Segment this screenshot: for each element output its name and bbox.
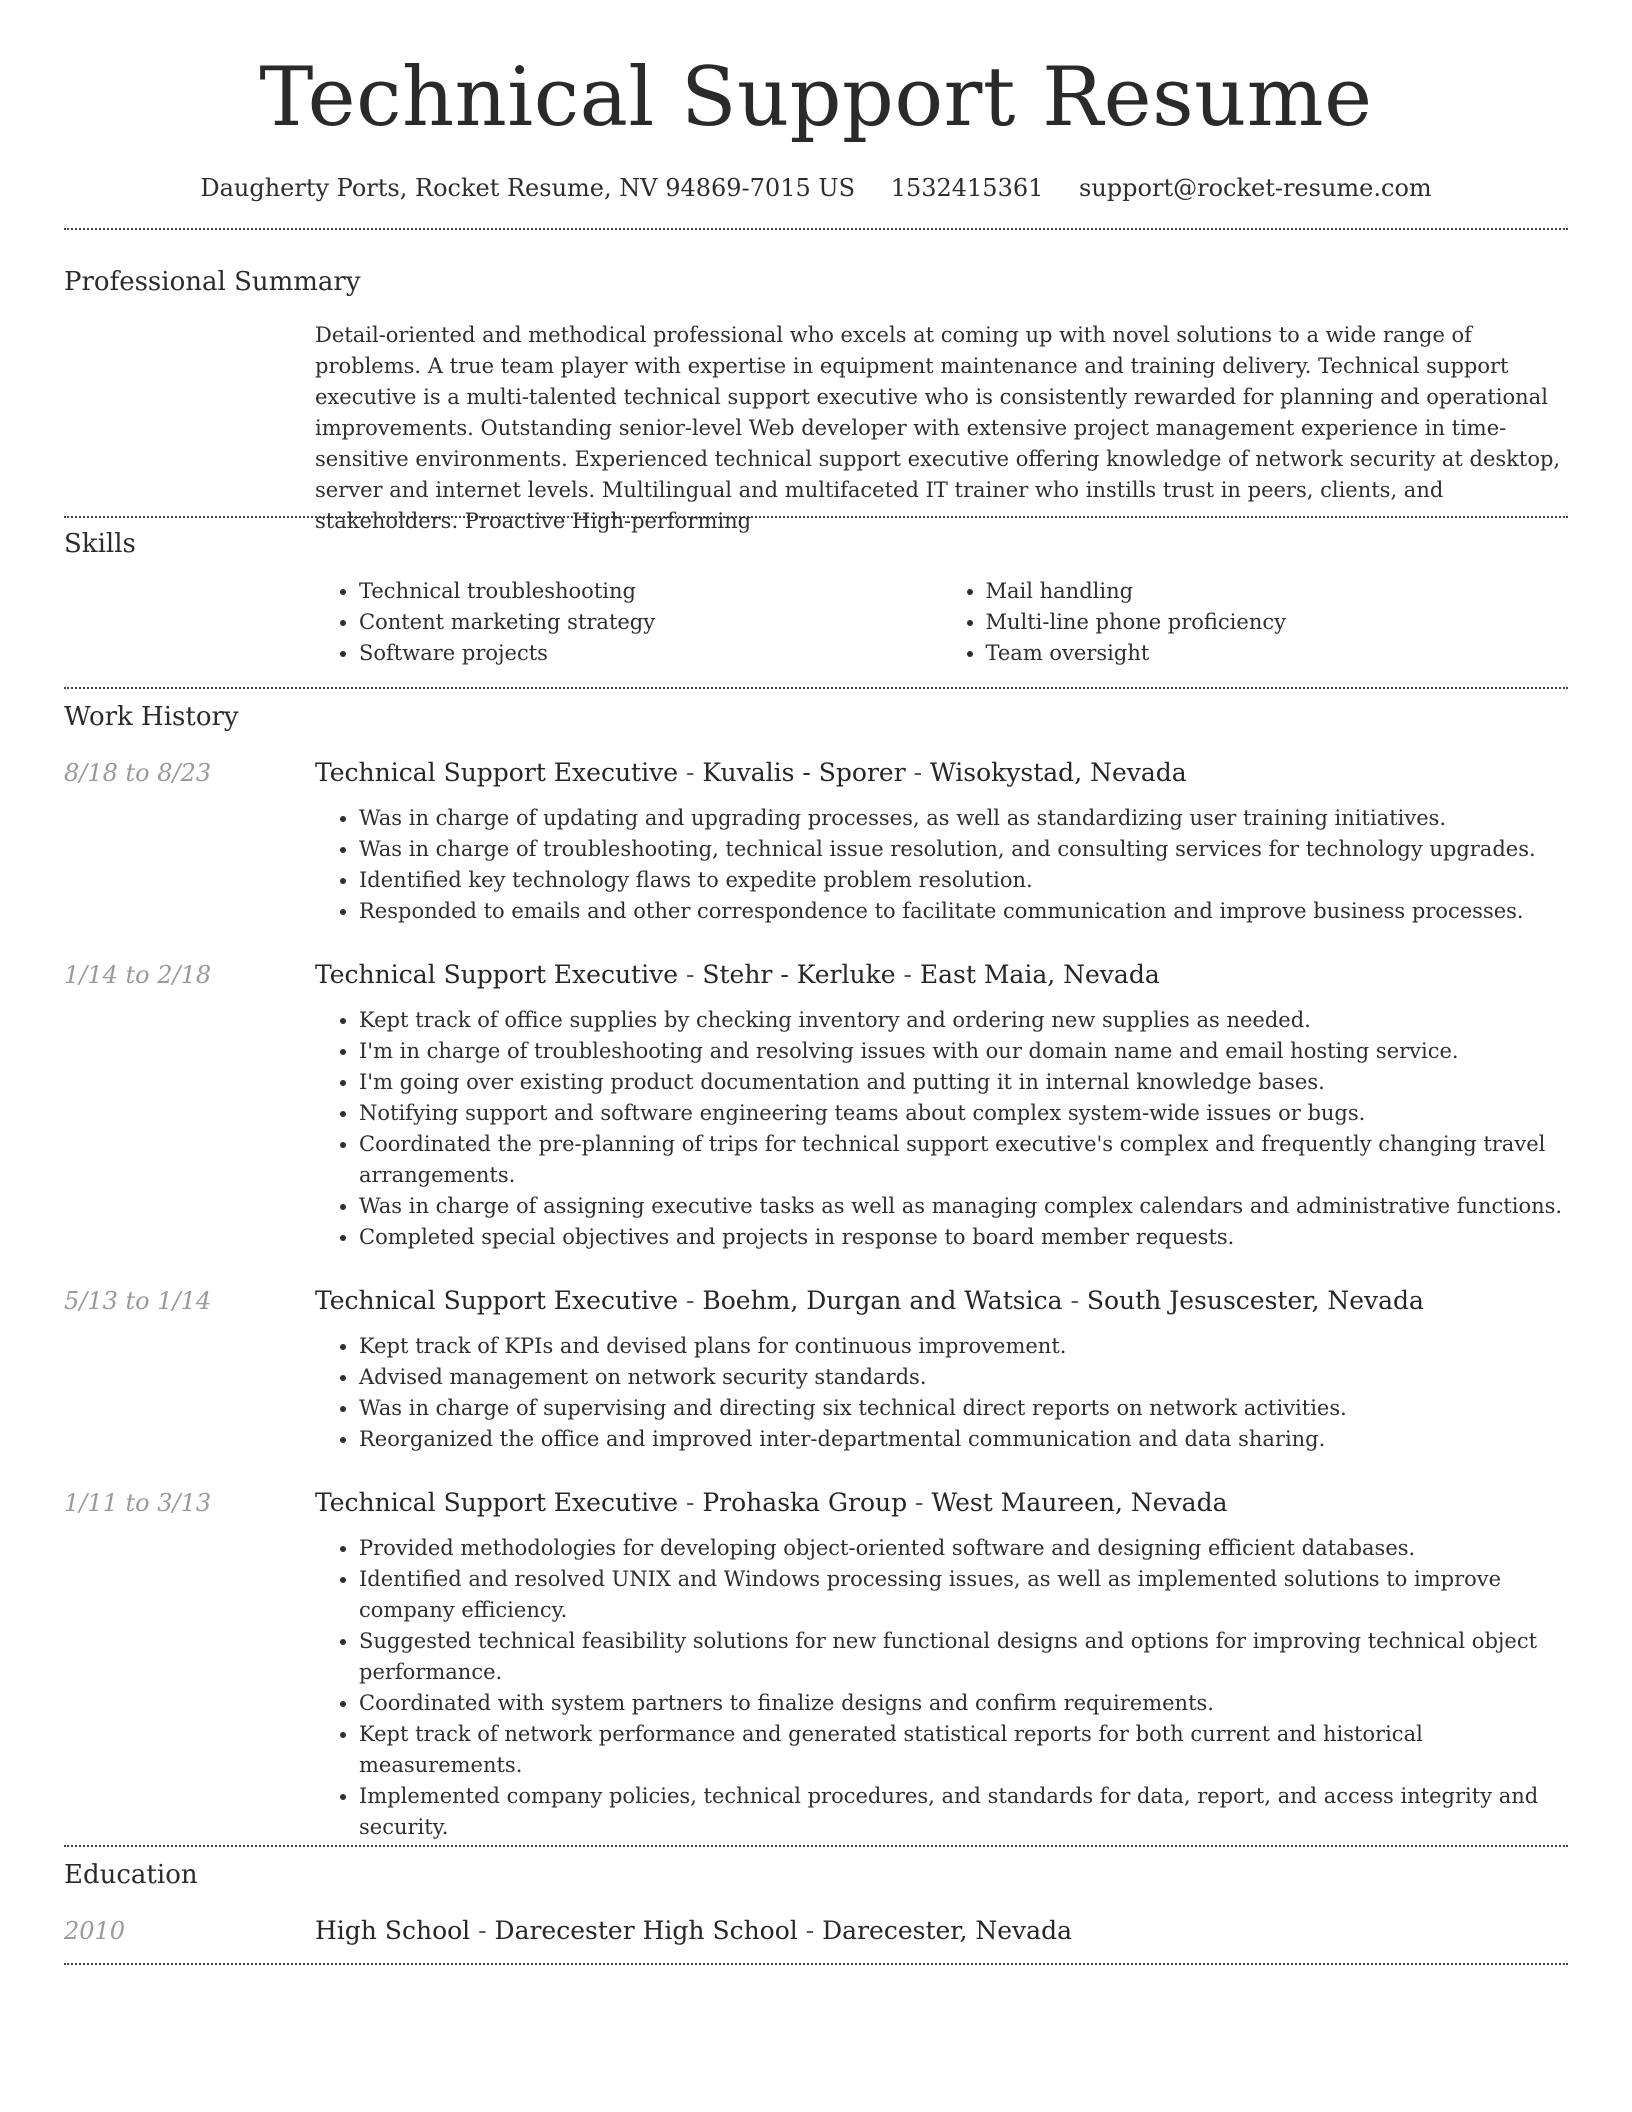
job-bullet: • Was in charge of supervising and directing six technical direct reports on network activities. [359, 1393, 1568, 1424]
page-title: Technical Support Resume [259, 51, 1373, 145]
job-bullet: • Was in charge of troubleshooting, technical issue resolution, and consulting services for technology upgrades. [359, 834, 1568, 865]
job-header [0, 757, 1632, 789]
section-heading-summary: Professional Summary [64, 267, 361, 297]
job-entry [0, 959, 1632, 1253]
job-dates: 1/11 to 3/13 [64, 1489, 212, 1517]
job-bullet: • Coordinated with system partners to finalize designs and confirm requirements. [359, 1688, 1568, 1719]
job-company: Kuvalis - Sporer [702, 758, 906, 787]
job-title: Technical Support Executive [315, 1286, 679, 1315]
job-bullet-list [315, 1331, 1568, 1455]
education-section [0, 1859, 1632, 1947]
job-header [0, 1285, 1632, 1317]
job-bullet: • Completed special objectives and projects in response to board member requests. [359, 1222, 1568, 1253]
divider [64, 1845, 1568, 1847]
job-company: Boehm, Durgan and Watsica [702, 1286, 1063, 1315]
job-location: South Jesuscester, Nevada [1086, 1286, 1424, 1315]
job-title: Technical Support Executive [315, 758, 679, 787]
contact-email: support@rocket-resume.com [1079, 174, 1432, 202]
job-header [0, 959, 1632, 991]
skills-list-left [315, 576, 942, 669]
section-heading-education: Education [64, 1860, 198, 1890]
divider [64, 228, 1568, 230]
skills-grid [315, 576, 1568, 669]
job-bullet: • Was in charge of updating and upgrading processes, as well as standardizing user training initiatives. [359, 803, 1568, 834]
skill-item: • Software projects [359, 638, 942, 669]
job-bullet-list [315, 803, 1568, 927]
job-bullet: • Was in charge of assigning executive tasks as well as managing complex calendars and administrative functions. [359, 1191, 1568, 1222]
job-bullet: • Provided methodologies for developing object-oriented software and designing efficient databases. [359, 1533, 1568, 1564]
skill-item: • Team oversight [986, 638, 1569, 669]
job-bullet: • Reorganized the office and improved inter-departmental communication and data sharing. [359, 1424, 1568, 1455]
skill-item: • Multi-line phone proficiency [986, 607, 1569, 638]
job-bullet: • Suggested technical feasibility solutions for new functional designs and options for improving technical object performance. [359, 1626, 1568, 1688]
education-location: Darecester, Nevada [822, 1916, 1072, 1945]
skill-item: • Content marketing strategy [359, 607, 942, 638]
job-title-line [315, 1487, 1227, 1519]
job-title-line [315, 1285, 1424, 1317]
separator: - [895, 960, 920, 989]
job-duties [315, 803, 1568, 927]
job-bullet: • Responded to emails and other correspondence to facilitate communication and improve business processes. [359, 896, 1568, 927]
job-entry [0, 757, 1632, 927]
divider [64, 516, 1568, 518]
job-title: Technical Support Executive [315, 1488, 679, 1517]
job-dates: 1/14 to 2/18 [64, 961, 212, 989]
section-heading-work: Work History [64, 702, 239, 732]
job-bullet: • Identified and resolved UNIX and Windows processing issues, as well as implemented solutions to improve company efficiency. [359, 1564, 1568, 1626]
separator: - [470, 1916, 495, 1945]
job-location: Wisokystad, Nevada [930, 758, 1187, 787]
job-company: Prohaska Group [702, 1488, 908, 1517]
education-list [0, 1915, 1632, 1947]
job-bullet: • Implemented company policies, technical procedures, and standards for data, report, and access integrity and security. [359, 1781, 1568, 1843]
separator: - [907, 1488, 932, 1517]
job-entry [0, 1285, 1632, 1455]
contact-line [0, 172, 1632, 204]
education-title-line [315, 1915, 1072, 1947]
section-heading-skills: Skills [64, 529, 136, 559]
education-degree: High School [315, 1916, 471, 1945]
education-entry [0, 1915, 1632, 1947]
job-bullet: • Coordinated the pre-planning of trips for technical support executive's complex and frequently changing travel arrangements. [359, 1129, 1568, 1191]
job-list [0, 757, 1632, 1843]
skill-item: • Technical troubleshooting [359, 576, 942, 607]
skills-list-right [942, 576, 1569, 669]
job-bullet: • Notifying support and software engineering teams about complex system-wide issues or bugs. [359, 1098, 1568, 1129]
job-dates: 5/13 to 1/14 [64, 1287, 212, 1315]
skills-section [0, 528, 1632, 669]
job-bullet: • Kept track of KPIs and devised plans for continuous improvement. [359, 1331, 1568, 1362]
job-duties [315, 1533, 1568, 1843]
job-bullet: • I'm going over existing product documentation and putting it in internal knowledge bases. [359, 1067, 1568, 1098]
job-bullet: • I'm in charge of troubleshooting and resolving issues with our domain name and email hosting service. [359, 1036, 1568, 1067]
job-bullet-list [315, 1005, 1568, 1253]
education-year: 2010 [64, 1917, 126, 1945]
separator: - [678, 758, 703, 787]
separator: - [678, 1286, 703, 1315]
separator: - [797, 1916, 823, 1945]
job-header [0, 1487, 1632, 1519]
job-dates: 8/18 to 8/23 [64, 759, 212, 787]
job-location: West Maureen, Nevada [931, 1488, 1228, 1517]
job-location: East Maia, Nevada [919, 960, 1160, 989]
job-title-line [315, 959, 1160, 991]
summary-section [0, 266, 1632, 533]
job-bullet: • Kept track of network performance and generated statistical reports for both current and historical measurements. [359, 1719, 1568, 1781]
contact-address: Daugherty Ports, Rocket Resume, NV 94869-7015 US [200, 174, 856, 202]
resume-header [0, 0, 1632, 204]
job-bullet: • Advised management on network security standards. [359, 1362, 1568, 1393]
job-duties [315, 1005, 1568, 1253]
job-bullet-list [315, 1533, 1568, 1843]
separator: - [1062, 1286, 1087, 1315]
job-duties [315, 1331, 1568, 1455]
job-title: Technical Support Executive [315, 960, 679, 989]
separator: - [678, 960, 703, 989]
contact-phone: 1532415361 [890, 174, 1044, 202]
skill-item: • Mail handling [986, 576, 1569, 607]
separator: - [678, 1488, 703, 1517]
divider [64, 1963, 1568, 1965]
job-bullet: • Kept track of office supplies by checking inventory and ordering new supplies as needed. [359, 1005, 1568, 1036]
education-school: Darecester High School [494, 1916, 798, 1945]
job-company: Stehr - Kerluke [702, 960, 896, 989]
divider [64, 687, 1568, 689]
work-history-section [0, 701, 1632, 1843]
separator: - [905, 758, 930, 787]
job-entry [0, 1487, 1632, 1843]
summary-text: Detail-oriented and methodical professional who excels at coming up with novel solutions to a wide range of problems. A true team player with expertise in equipment maintenance and training delivery. Technical support executive is a multi-talented technical support executive who is consistently rewarded for planning and operational improvements. Outstanding senior-level Web developer with extensive project management experience in time-sensitive environments. Experienced technical support executive offering knowledge of network security at desktop, server and internet levels. Multilingual and multifaceted IT trainer who instills trust in peers, clients, and stakeholders. Proactive High-performing [315, 323, 1561, 533]
job-title-line [315, 757, 1187, 789]
job-bullet: • Identified key technology flaws to expedite problem resolution. [359, 865, 1568, 896]
